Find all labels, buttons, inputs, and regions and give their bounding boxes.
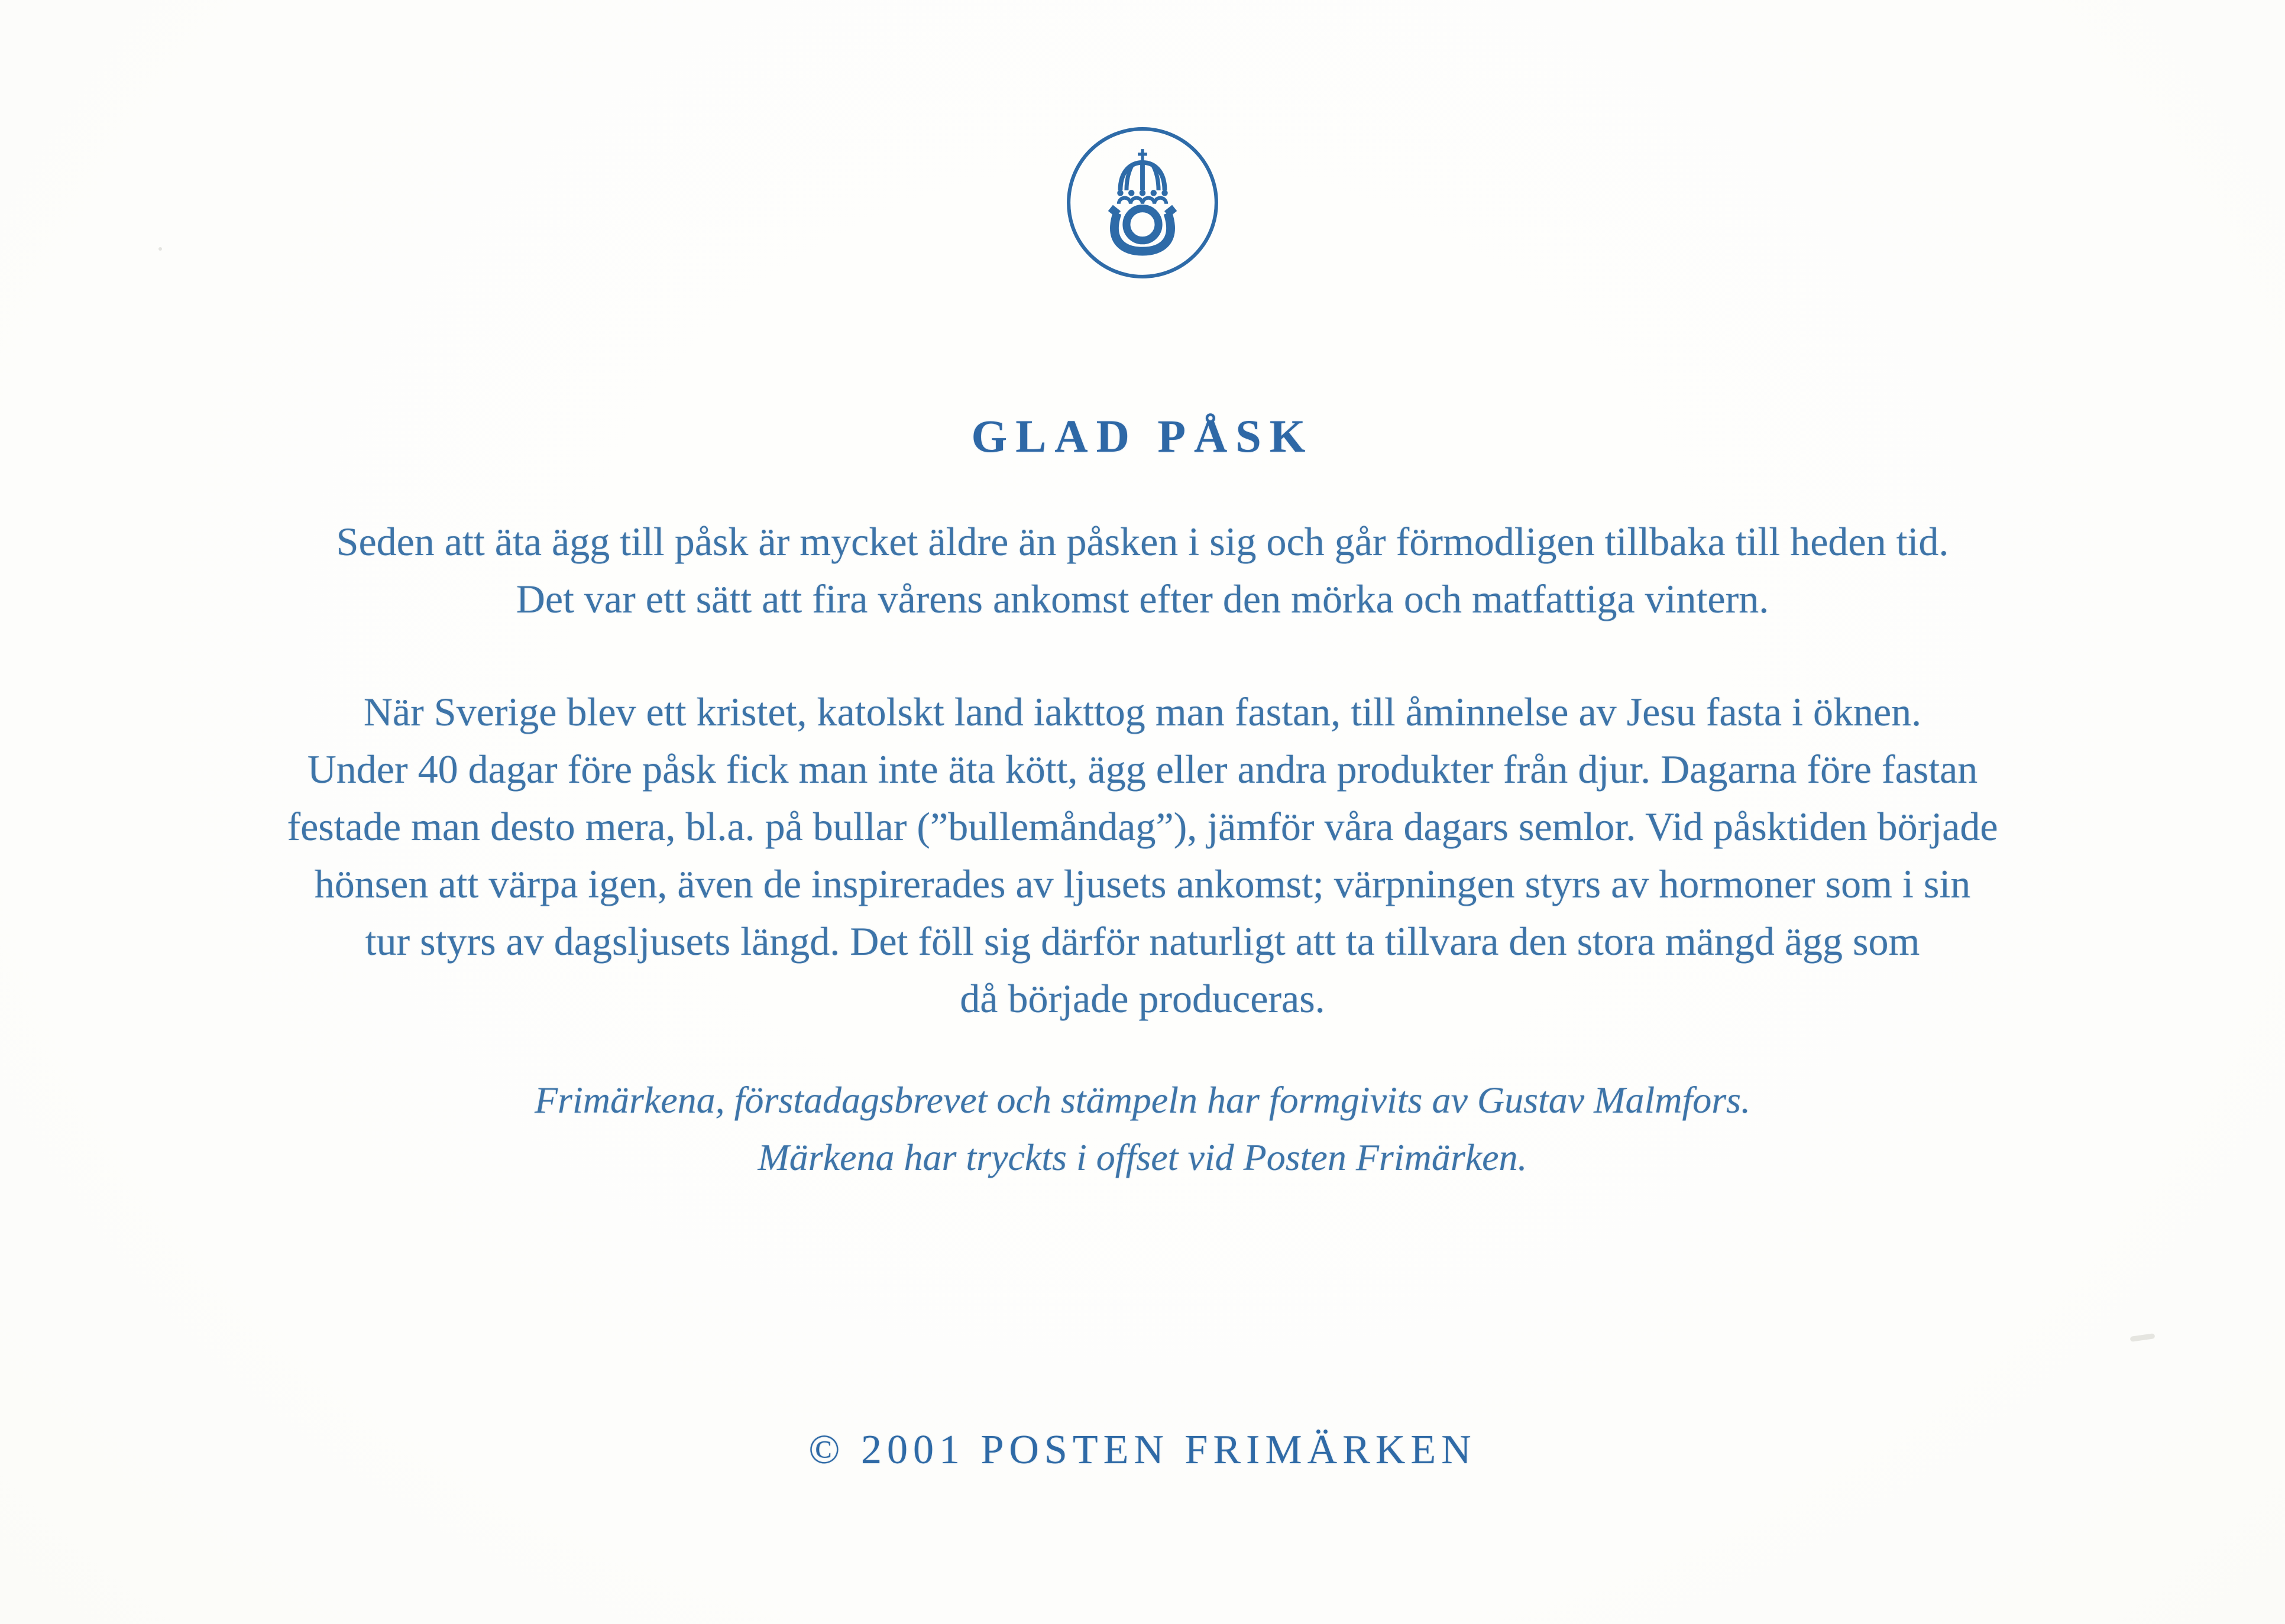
- body-line: då började produceras.: [960, 976, 1325, 1021]
- scan-artifact: [2130, 1333, 2155, 1342]
- body-line: Seden att äta ägg till påsk är mycket äldre än påsken i sig och går förmodligen tillbaka till heden tid.: [336, 519, 1949, 564]
- posten-logo: [0, 125, 2285, 280]
- body-line: Under 40 dagar före påsk fick man inte äta kött, ägg eller andra produkter från djur. Dagarna före fastan: [307, 747, 1978, 792]
- crown-posthorn-icon: [1065, 125, 1220, 280]
- body-line: festade man desto mera, bl.a. på bullar (”bullemåndag”), jämför våra dagars semlor. Vid påsktiden började: [287, 804, 1998, 849]
- body-line: tur styrs av dagsljusets längd. Det föll sig därför naturligt att ta tillvara den stora mängd ägg som: [365, 919, 1920, 964]
- history-paragraph: [0, 683, 2285, 1027]
- body-line: Det var ett sätt att fira vårens ankomst efter den mörka och matfattiga vintern.: [516, 576, 1769, 621]
- intro-paragraph: [0, 513, 2285, 628]
- designer-credit-line: Frimärkena, förstadagsbrevet och stämpeln har formgivits av Gustav Malmfors.: [534, 1079, 1751, 1121]
- body-line: När Sverige blev ett kristet, katolskt land iakttog man fastan, till åminnelse av Jesu fasta i öknen.: [363, 689, 1922, 734]
- print-credit-line: Märkena har tryckts i offset vid Posten Frimärken.: [758, 1136, 1527, 1178]
- body-line: hönsen att värpa igen, även de inspirerades av ljusets ankomst; värpningen styrs av hormoner som i sin: [314, 861, 1971, 906]
- copyright-text: © 2001 POSTEN FRIMÄRKEN: [808, 1427, 1477, 1473]
- scan-artifact: [158, 247, 162, 251]
- page-title: GLAD PÅSK: [971, 410, 1314, 462]
- credits-paragraph: [0, 1071, 2285, 1186]
